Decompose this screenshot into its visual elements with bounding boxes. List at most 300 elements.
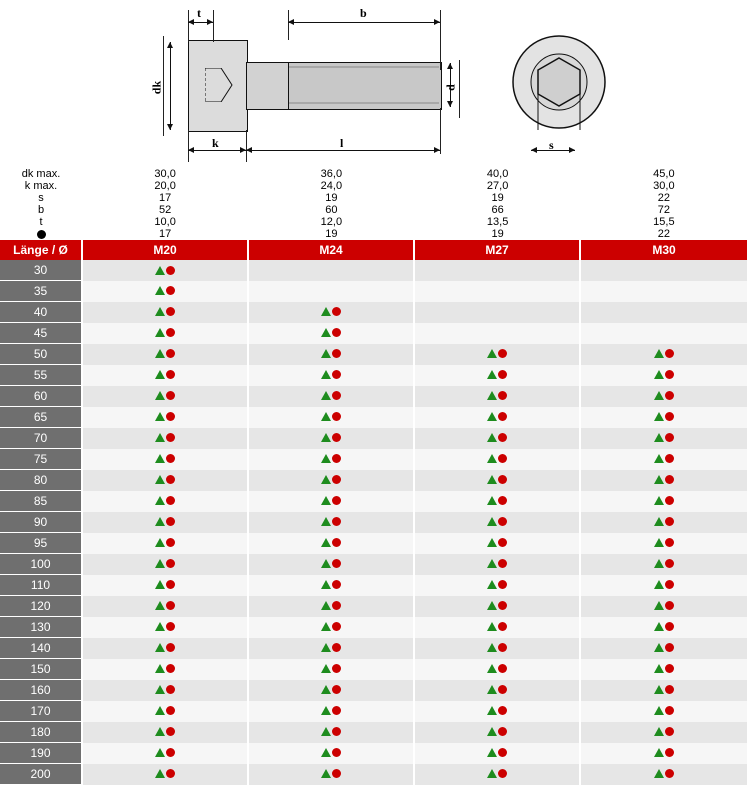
triangle-icon (321, 517, 331, 526)
triangle-icon (487, 622, 497, 631)
availability-cell[interactable] (82, 512, 248, 533)
availability-cell[interactable] (82, 260, 248, 281)
availability-cell[interactable] (580, 596, 747, 617)
circle-icon (498, 769, 507, 778)
table-row (0, 764, 747, 785)
spec-table (0, 168, 747, 240)
circle-icon (332, 706, 341, 715)
availability-cell[interactable] (580, 449, 747, 470)
triangle-icon (487, 643, 497, 652)
triangle-icon (654, 601, 664, 610)
spec-value: 17 (159, 228, 172, 240)
availability-cell[interactable] (580, 701, 747, 722)
circle-icon (498, 580, 507, 589)
spec-value: 27,0 (486, 180, 509, 192)
circle-icon (665, 538, 674, 547)
triangle-icon (487, 496, 497, 505)
availability-cell[interactable] (414, 554, 580, 575)
row-length-label: 150 (0, 659, 82, 680)
triangle-icon (155, 370, 165, 379)
availability-cell[interactable] (414, 659, 580, 680)
triangle-icon (654, 475, 664, 484)
spec-row-label: t (39, 216, 43, 228)
availability-cell[interactable] (580, 512, 747, 533)
circle-icon (166, 391, 175, 400)
dim-arrow-dk (170, 42, 171, 130)
availability-cell[interactable] (414, 470, 580, 491)
triangle-icon (321, 475, 331, 484)
row-length-label: 130 (0, 617, 82, 638)
availability-cell[interactable] (414, 722, 580, 743)
hex-socket-icon (0, 228, 82, 240)
triangle-icon (487, 454, 497, 463)
triangle-icon (487, 349, 497, 358)
availability-cell[interactable] (248, 680, 414, 701)
triangle-icon (487, 664, 497, 673)
table-row (0, 365, 747, 386)
spec-value: 36,0 (320, 168, 343, 180)
triangle-icon (321, 412, 331, 421)
availability-cell[interactable] (580, 470, 747, 491)
availability-cell[interactable] (414, 449, 580, 470)
circle-icon (498, 370, 507, 379)
triangle-icon (654, 517, 664, 526)
triangle-icon (487, 601, 497, 610)
row-length-label: 45 (0, 323, 82, 344)
availability-cell[interactable] (580, 764, 747, 785)
triangle-icon (155, 559, 165, 568)
triangle-icon (155, 748, 165, 757)
triangle-icon (155, 433, 165, 442)
spec-row (0, 228, 747, 240)
availability-cell[interactable] (82, 701, 248, 722)
row-length-label: 110 (0, 575, 82, 596)
triangle-icon (321, 622, 331, 631)
header-size-m24[interactable]: M24 (248, 240, 414, 260)
spec-row-label: b (37, 204, 45, 216)
availability-cell[interactable] (414, 386, 580, 407)
triangle-icon (321, 328, 331, 337)
availability-cell[interactable] (82, 596, 248, 617)
circle-icon (332, 559, 341, 568)
spec-value: 17 (159, 192, 172, 204)
triangle-icon (155, 601, 165, 610)
spec-value: 19 (491, 192, 504, 204)
spec-row-label: dk max. (21, 168, 61, 180)
circle-icon (166, 664, 175, 673)
availability-cell[interactable] (414, 281, 580, 302)
triangle-icon (155, 286, 165, 295)
circle-icon (498, 601, 507, 610)
availability-cell[interactable] (414, 365, 580, 386)
availability-cell[interactable] (414, 575, 580, 596)
table-row (0, 428, 747, 449)
availability-cell[interactable] (248, 722, 414, 743)
triangle-icon (654, 412, 664, 421)
availability-cell[interactable] (414, 680, 580, 701)
dim-dk-label: dk (149, 80, 164, 95)
circle-icon (166, 706, 175, 715)
circle-icon (665, 517, 674, 526)
availability-cell[interactable] (414, 323, 580, 344)
availability-cell[interactable] (580, 533, 747, 554)
circle-icon (498, 433, 507, 442)
availability-cell[interactable] (82, 344, 248, 365)
triangle-icon (654, 580, 664, 589)
availability-cell[interactable] (414, 260, 580, 281)
availability-cell[interactable] (248, 449, 414, 470)
circle-icon (166, 412, 175, 421)
triangle-icon (654, 454, 664, 463)
availability-cell[interactable] (580, 722, 747, 743)
table-header-row (0, 240, 747, 260)
triangle-icon (321, 685, 331, 694)
availability-cell[interactable] (580, 344, 747, 365)
spec-value: 15,5 (653, 216, 675, 228)
availability-cell[interactable] (248, 407, 414, 428)
availability-cell[interactable] (580, 617, 747, 638)
circle-icon (166, 643, 175, 652)
availability-cell[interactable] (82, 554, 248, 575)
availability-cell[interactable] (248, 470, 414, 491)
availability-cell[interactable] (248, 743, 414, 764)
row-length-label: 80 (0, 470, 82, 491)
triangle-icon (487, 391, 497, 400)
triangle-icon (654, 559, 664, 568)
triangle-icon (654, 391, 664, 400)
availability-cell[interactable] (82, 302, 248, 323)
table-body (0, 260, 747, 785)
availability-cell[interactable] (82, 428, 248, 449)
hex-socket-side (205, 68, 233, 102)
availability-cell[interactable] (580, 260, 747, 281)
availability-cell[interactable] (248, 323, 414, 344)
triangle-icon (654, 727, 664, 736)
circle-icon (332, 769, 341, 778)
spec-row-label: s (38, 192, 44, 204)
row-length-label: 200 (0, 764, 82, 785)
availability-cell[interactable] (414, 491, 580, 512)
triangle-icon (321, 727, 331, 736)
circle-icon (166, 328, 175, 337)
availability-cell[interactable] (580, 554, 747, 575)
circle-icon (665, 706, 674, 715)
circle-icon (166, 601, 175, 610)
circle-icon (166, 559, 175, 568)
spec-row (0, 180, 747, 192)
availability-cell[interactable] (414, 617, 580, 638)
circle-icon (332, 685, 341, 694)
triangle-icon (155, 706, 165, 715)
availability-cell[interactable] (248, 701, 414, 722)
triangle-icon (155, 475, 165, 484)
circle-icon (332, 727, 341, 736)
row-length-label: 40 (0, 302, 82, 323)
availability-cell[interactable] (248, 659, 414, 680)
availability-cell[interactable] (248, 638, 414, 659)
availability-cell[interactable] (82, 533, 248, 554)
triangle-icon (654, 538, 664, 547)
triangle-icon (155, 538, 165, 547)
dim-t-label: t (197, 6, 201, 20)
availability-cell[interactable] (248, 344, 414, 365)
availability-cell[interactable] (82, 281, 248, 302)
availability-cell[interactable] (82, 449, 248, 470)
table-row (0, 701, 747, 722)
availability-cell[interactable] (248, 491, 414, 512)
triangle-icon (654, 706, 664, 715)
row-length-label: 90 (0, 512, 82, 533)
spec-row (0, 168, 747, 180)
circle-icon (166, 748, 175, 757)
circle-icon (166, 622, 175, 631)
circle-icon (665, 685, 674, 694)
triangle-icon (321, 391, 331, 400)
availability-cell[interactable] (82, 617, 248, 638)
row-length-label: 170 (0, 701, 82, 722)
availability-cell[interactable] (248, 302, 414, 323)
triangle-icon (487, 748, 497, 757)
availability-cell[interactable] (414, 638, 580, 659)
circle-icon (665, 349, 674, 358)
circle-icon (166, 769, 175, 778)
triangle-icon (654, 664, 664, 673)
triangle-icon (321, 370, 331, 379)
table-row (0, 575, 747, 596)
table-row (0, 638, 747, 659)
triangle-icon (487, 685, 497, 694)
black-dot-icon (37, 230, 46, 239)
availability-cell[interactable] (414, 428, 580, 449)
circle-icon (166, 286, 175, 295)
triangle-icon (155, 622, 165, 631)
availability-cell[interactable] (248, 386, 414, 407)
circle-icon (332, 580, 341, 589)
availability-cell[interactable] (248, 281, 414, 302)
table-row (0, 554, 747, 575)
spec-value: 45,0 (653, 168, 675, 180)
availability-cell[interactable] (82, 470, 248, 491)
circle-icon (498, 559, 507, 568)
circle-icon (332, 622, 341, 631)
dim-l-label: l (340, 136, 344, 150)
availability-cell[interactable] (580, 575, 747, 596)
spec-value: 22 (657, 192, 670, 204)
spec-row (0, 204, 747, 216)
header-size-m20[interactable]: M20 (82, 240, 248, 260)
triangle-icon (487, 412, 497, 421)
spec-value: 13,5 (486, 216, 509, 228)
spec-value: 60 (325, 204, 338, 216)
spec-value: 40,0 (486, 168, 509, 180)
circle-icon (498, 517, 507, 526)
circle-icon (332, 538, 341, 547)
availability-cell[interactable] (580, 638, 747, 659)
circle-icon (332, 433, 341, 442)
availability-cell[interactable] (82, 680, 248, 701)
circle-icon (166, 685, 175, 694)
spec-value: 12,0 (320, 216, 343, 228)
circle-icon (665, 454, 674, 463)
triangle-icon (654, 370, 664, 379)
availability-cell[interactable] (248, 596, 414, 617)
availability-cell[interactable] (414, 764, 580, 785)
availability-cell[interactable] (580, 386, 747, 407)
triangle-icon (654, 433, 664, 442)
availability-cell[interactable] (82, 722, 248, 743)
circle-icon (332, 664, 341, 673)
spec-value: 20,0 (154, 180, 176, 192)
circle-icon (665, 391, 674, 400)
availability-cell[interactable] (248, 764, 414, 785)
availability-cell[interactable] (248, 575, 414, 596)
circle-icon (166, 454, 175, 463)
table-row (0, 449, 747, 470)
availability-cell[interactable] (82, 491, 248, 512)
availability-cell[interactable] (580, 743, 747, 764)
triangle-icon (487, 433, 497, 442)
triangle-icon (155, 307, 165, 316)
circle-icon (665, 370, 674, 379)
row-length-label: 60 (0, 386, 82, 407)
availability-cell[interactable] (248, 260, 414, 281)
triangle-icon (155, 580, 165, 589)
header-size-m27[interactable]: M27 (414, 240, 580, 260)
triangle-icon (321, 496, 331, 505)
circle-icon (498, 349, 507, 358)
dim-d-label: d (443, 84, 458, 91)
availability-cell[interactable] (580, 281, 747, 302)
circle-icon (498, 664, 507, 673)
availability-cell[interactable] (248, 554, 414, 575)
availability-cell[interactable] (414, 533, 580, 554)
triangle-icon (321, 748, 331, 757)
row-length-label: 75 (0, 449, 82, 470)
triangle-icon (155, 664, 165, 673)
table-row (0, 743, 747, 764)
circle-icon (332, 496, 341, 505)
availability-cell[interactable] (248, 428, 414, 449)
availability-cell[interactable] (580, 365, 747, 386)
triangle-icon (487, 727, 497, 736)
circle-icon (665, 580, 674, 589)
table-row (0, 491, 747, 512)
availability-cell[interactable] (414, 743, 580, 764)
header-size-m30[interactable]: M30 (580, 240, 747, 260)
circle-icon (332, 454, 341, 463)
availability-cell[interactable] (82, 764, 248, 785)
triangle-icon (155, 266, 165, 275)
triangle-icon (155, 685, 165, 694)
circle-icon (166, 517, 175, 526)
circle-icon (498, 391, 507, 400)
circle-icon (498, 727, 507, 736)
table-row (0, 407, 747, 428)
triangle-icon (487, 769, 497, 778)
availability-cell[interactable] (82, 407, 248, 428)
availability-cell[interactable] (580, 680, 747, 701)
circle-icon (332, 370, 341, 379)
triangle-icon (321, 559, 331, 568)
spec-row-label: k max. (24, 180, 58, 192)
availability-cell[interactable] (414, 407, 580, 428)
availability-cell[interactable] (414, 596, 580, 617)
row-length-label: 190 (0, 743, 82, 764)
circle-icon (665, 412, 674, 421)
row-length-label: 50 (0, 344, 82, 365)
circle-icon (665, 475, 674, 484)
availability-cell[interactable] (414, 302, 580, 323)
screw-shank (246, 62, 290, 110)
spec-value: 10,0 (154, 216, 176, 228)
triangle-icon (321, 580, 331, 589)
availability-cell[interactable] (414, 512, 580, 533)
availability-cell[interactable] (82, 323, 248, 344)
circle-icon (665, 433, 674, 442)
availability-cell[interactable] (414, 701, 580, 722)
circle-icon (498, 538, 507, 547)
availability-cell[interactable] (414, 344, 580, 365)
availability-cell[interactable] (82, 575, 248, 596)
row-length-label: 100 (0, 554, 82, 575)
availability-cell[interactable] (580, 323, 747, 344)
triangle-icon (155, 643, 165, 652)
availability-cell[interactable] (580, 428, 747, 449)
circle-icon (332, 475, 341, 484)
thread-hatching (289, 63, 439, 107)
circle-icon (166, 538, 175, 547)
table-row (0, 533, 747, 554)
availability-cell[interactable] (82, 638, 248, 659)
circle-icon (665, 643, 674, 652)
availability-cell[interactable] (82, 365, 248, 386)
triangle-icon (654, 643, 664, 652)
triangle-icon (321, 664, 331, 673)
triangle-icon (155, 496, 165, 505)
row-length-label: 30 (0, 260, 82, 281)
spec-value: 22 (657, 228, 670, 240)
availability-cell[interactable] (580, 491, 747, 512)
triangle-icon (321, 433, 331, 442)
circle-icon (498, 748, 507, 757)
triangle-icon (487, 538, 497, 547)
length-diameter-table (0, 240, 747, 785)
dim-k-label: k (212, 136, 219, 150)
circle-icon (498, 412, 507, 421)
availability-cell[interactable] (248, 533, 414, 554)
availability-cell[interactable] (82, 659, 248, 680)
triangle-icon (654, 748, 664, 757)
circle-icon (332, 412, 341, 421)
availability-cell[interactable] (248, 365, 414, 386)
circle-icon (665, 664, 674, 673)
circle-icon (166, 349, 175, 358)
availability-cell[interactable] (82, 386, 248, 407)
circle-icon (665, 769, 674, 778)
availability-cell[interactable] (82, 743, 248, 764)
availability-cell[interactable] (580, 407, 747, 428)
triangle-icon (155, 412, 165, 421)
availability-cell[interactable] (248, 617, 414, 638)
dim-arrow-t (188, 22, 213, 23)
row-length-label: 180 (0, 722, 82, 743)
triangle-icon (321, 349, 331, 358)
triangle-icon (487, 559, 497, 568)
availability-cell[interactable] (248, 512, 414, 533)
availability-cell[interactable] (580, 659, 747, 680)
triangle-icon (321, 307, 331, 316)
availability-cell[interactable] (580, 302, 747, 323)
